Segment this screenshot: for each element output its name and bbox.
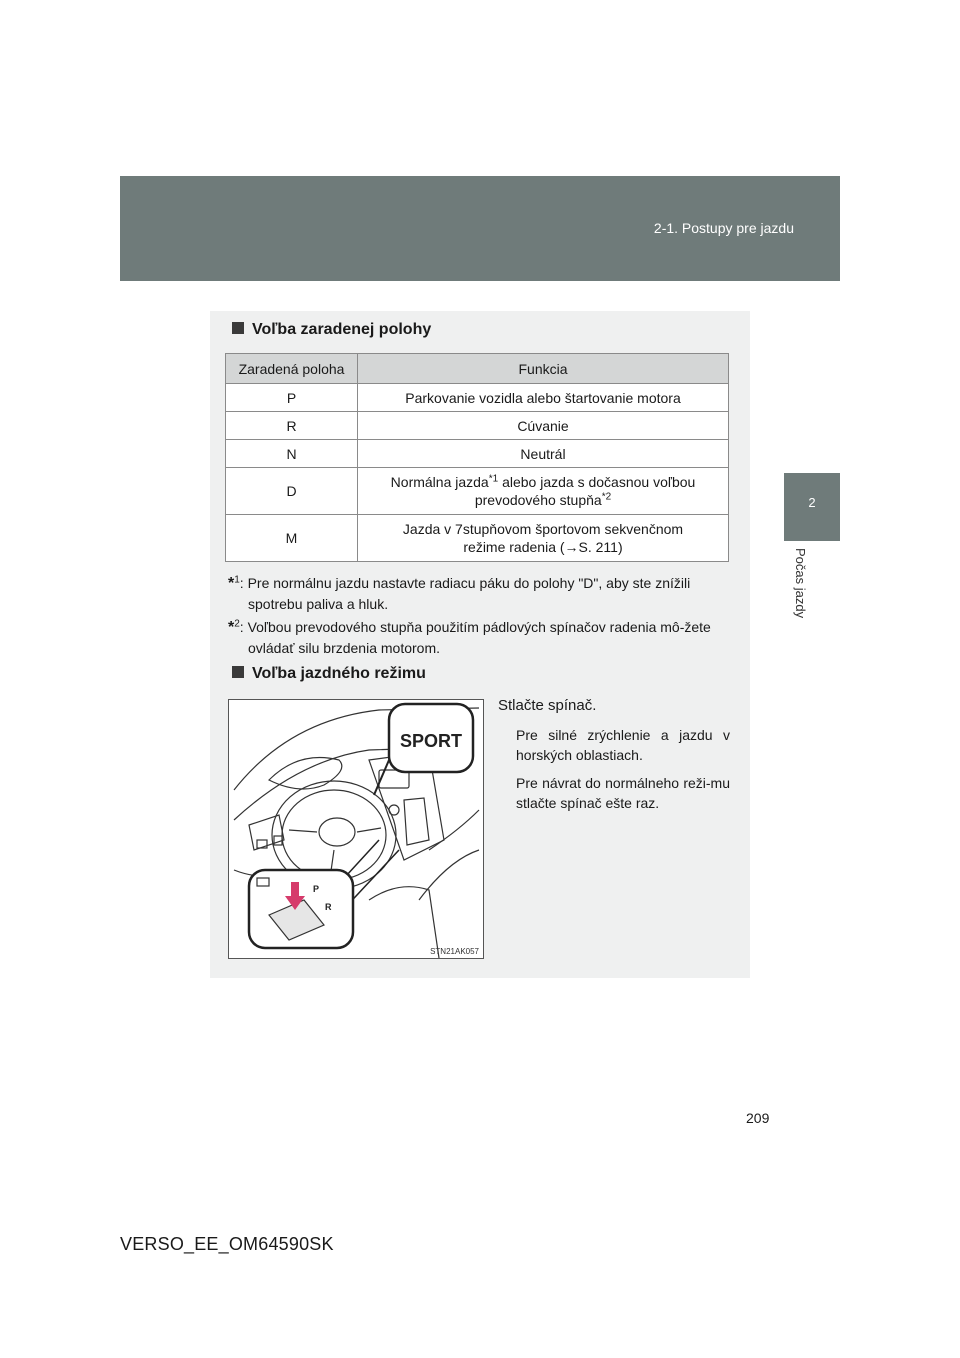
paragraph: Pre návrat do normálneho reži-mu stlačte spínač ešte raz. <box>516 775 730 811</box>
paragraph: Pre silné zrýchlenie a jazdu v horských oblastiach. <box>516 727 730 763</box>
document-code: VERSO_EE_OM64590SK <box>120 1234 334 1254</box>
table-header: Zaradená poloha <box>226 354 358 384</box>
car-interior-drawing <box>229 700 483 958</box>
table-row: P Parkovanie vozidla alebo štartovanie motora <box>226 384 729 412</box>
square-bullet-icon <box>232 322 244 334</box>
svg-text:P: P <box>313 884 320 894</box>
header-band <box>120 176 840 281</box>
footnote-1: *$^1$: Pre normálnu jazdu nastavte radiacu páku do polohy "D", aby ste znížili spotrebu paliva a hluk. <box>228 574 691 612</box>
section-heading: 2-1. Postupy pre jazdu <box>653 220 794 236</box>
table-row: M Jazda v 7stupňovom športovom sekvenčnom režime radenia (→S. 211) <box>226 515 729 562</box>
instruction-text: Stlačte spínač. <box>498 697 597 714</box>
table-row: D Normálna jazda$^{*1}$ alebo jazda s dočasnou voľbou prevodového stupňa$^{*2}$ <box>226 468 729 515</box>
table-row: N Neutrál <box>226 440 729 468</box>
svg-text:R: R <box>325 902 332 912</box>
table-header: Funkcia <box>358 354 729 384</box>
square-bullet-icon <box>232 666 244 678</box>
page-number: 209 <box>746 1110 770 1126</box>
section-title-shift: Voľba zaradenej polohy <box>232 321 431 339</box>
sport-callout-label: SPORT <box>399 731 463 751</box>
content-panel <box>210 311 750 978</box>
chapter-number: 2 <box>808 495 816 510</box>
chapter-label: Počas jazdy <box>793 548 808 619</box>
section-title-drive-mode: Voľba jazdného režimu <box>232 665 426 683</box>
illustration-code: STN21AK057 <box>430 947 479 956</box>
table-row: R Cúvanie <box>226 412 729 440</box>
shift-position-table <box>225 353 729 562</box>
footnote-2: *$^2$: Voľbou prevodového stupňa použitím pádlových spínačov radenia mô-žete ovládať silu brzdenia motorom. <box>228 618 711 656</box>
sport-switch-illustration <box>228 699 484 959</box>
chapter-tab <box>784 473 840 541</box>
